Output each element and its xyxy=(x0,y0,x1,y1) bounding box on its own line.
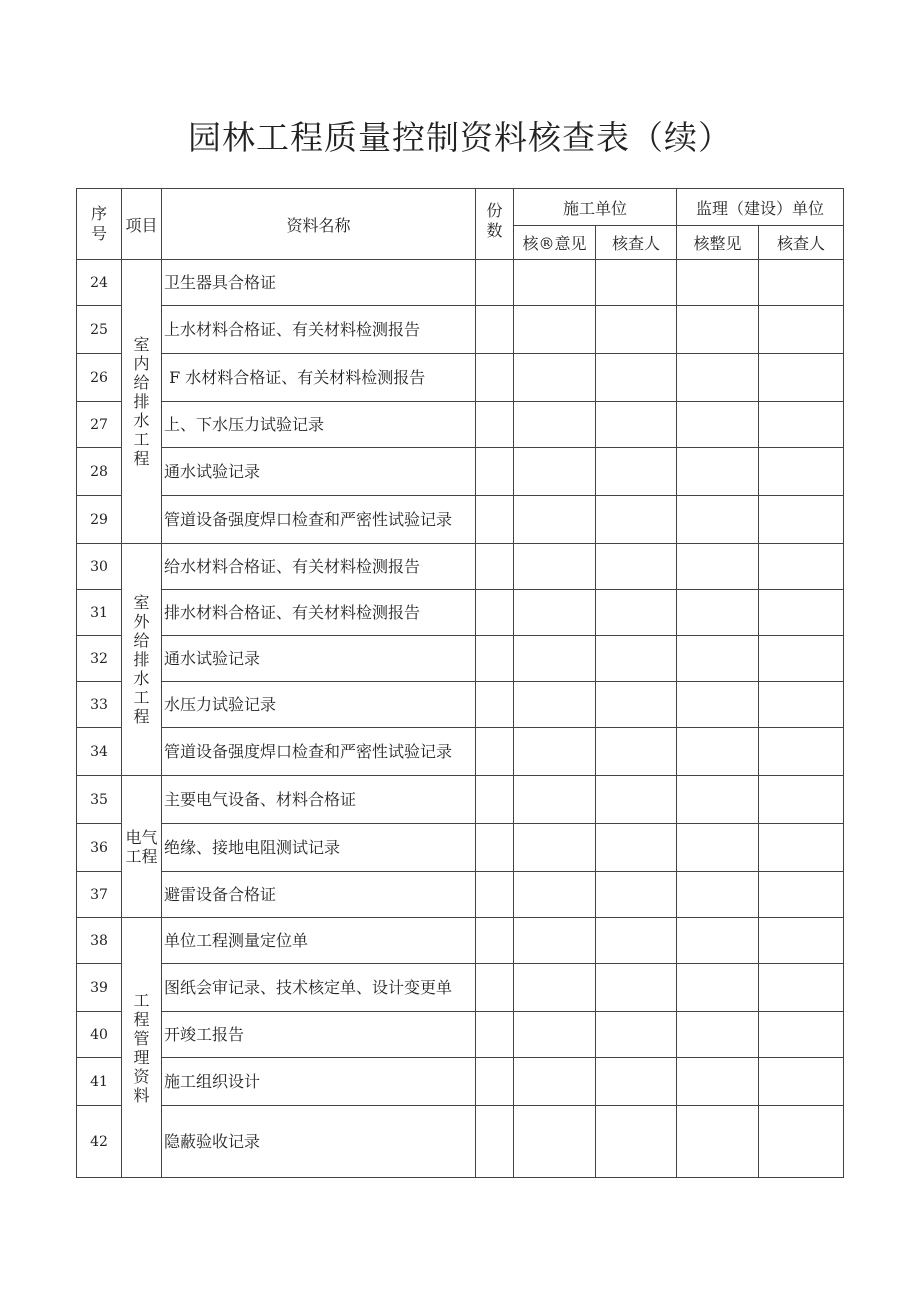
header-supervisor-checker: 核查人 xyxy=(759,226,844,260)
table-row: 41 施工组织设计 xyxy=(77,1058,844,1106)
category-electrical: 电气工程 xyxy=(122,776,162,918)
table-row: 33 水压力试验记录 xyxy=(77,682,844,728)
table-row: 32 通水试验记录 xyxy=(77,636,844,682)
page-title: 园林工程质量控制资料核查表（续） xyxy=(188,118,732,157)
header-contractor-opinion: 核®意见 xyxy=(514,226,596,260)
table-row: 42 隐蔽验收记录 xyxy=(77,1106,844,1178)
header-item: 项目 xyxy=(122,189,162,260)
table-row: 39 图纸会审记录、技术核定单、设计变更单 xyxy=(77,964,844,1012)
header-doc-name: 资料名称 xyxy=(162,189,476,260)
header-supervisor: 监理（建设）单位 xyxy=(677,189,844,226)
table-row: 37 避雷设备合格证 xyxy=(77,872,844,918)
header-supervisor-opinion: 核整见 xyxy=(677,226,759,260)
table-row: 34 管道设备强度焊口检查和严密性试验记录 xyxy=(77,728,844,776)
category-indoor: 室内给排水工程 xyxy=(122,260,162,544)
table-row: 29 管道设备强度焊口检查和严密性试验记录 xyxy=(77,496,844,544)
header-contractor: 施工单位 xyxy=(514,189,677,226)
quality-control-table xyxy=(76,188,844,1178)
table-row: 35 电气工程 主要电气设备、材料合格证 xyxy=(77,776,844,824)
table-row: 28 通水试验记录 xyxy=(77,448,844,496)
table-row: 40 开竣工报告 xyxy=(77,1012,844,1058)
table-row: 31 排水材料合格证、有关材料检测报告 xyxy=(77,590,844,636)
header-copies: 份数 xyxy=(476,189,514,260)
header-contractor-checker: 核查人 xyxy=(596,226,677,260)
table-row: 27 上、下水压力试验记录 xyxy=(77,402,844,448)
table-row: 38 工程管理资料 单位工程测量定位单 xyxy=(77,918,844,964)
table-row: 25 上水材料合格证、有关材料检测报告 xyxy=(77,306,844,354)
table-row: 30 室外给排水工程 给水材料合格证、有关材料检测报告 xyxy=(77,544,844,590)
category-outdoor: 室外给排水工程 xyxy=(122,544,162,776)
table-row: 26 F 水材料合格证、有关材料检测报告 xyxy=(77,354,844,402)
category-management: 工程管理资料 xyxy=(122,918,162,1178)
table-row: 36 绝缘、接地电阻测试记录 xyxy=(77,824,844,872)
table-row: 24 室内给排水工程 卫生器具合格证 xyxy=(77,260,844,306)
header-seq: 序号 xyxy=(77,189,122,260)
